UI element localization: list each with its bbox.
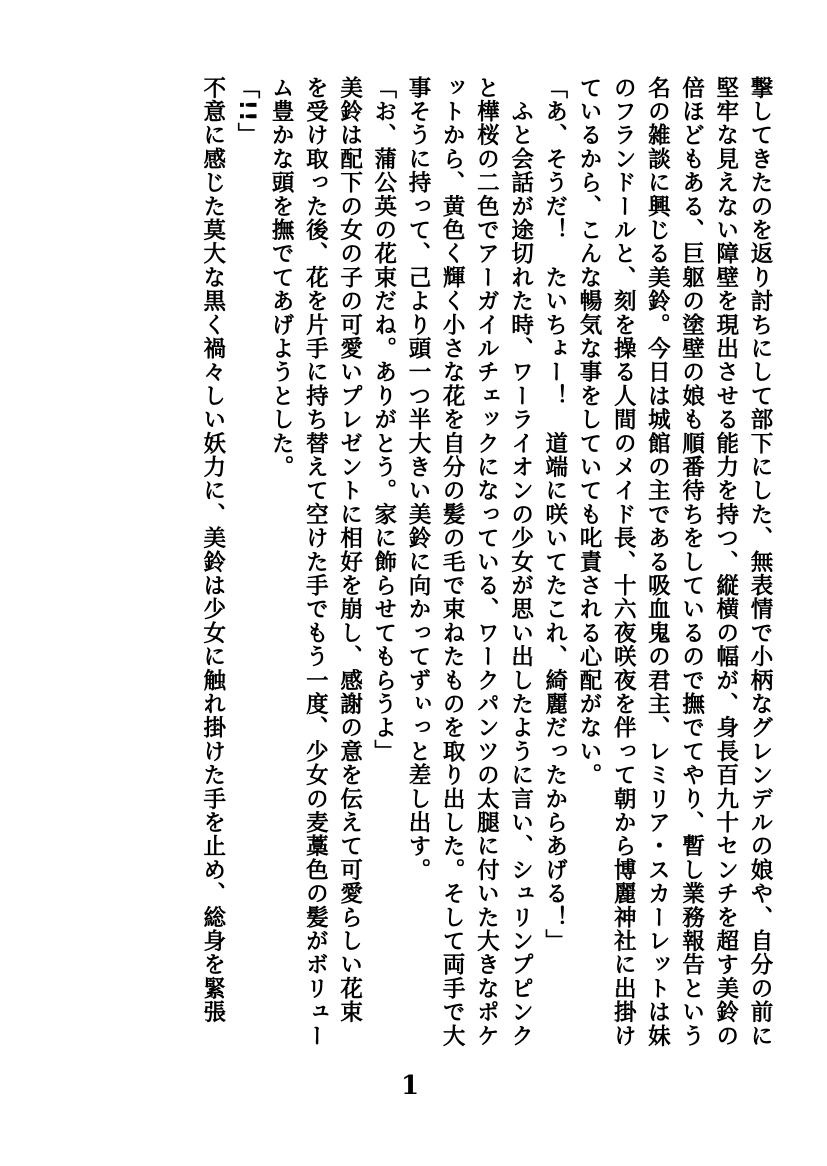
text-line: 名の雑談に興じる美鈴。今日は城館の主である吸血鬼の君主、レミリア・スカーレットは妹 [644,76,671,1048]
text-line: を受け取った後、花を片手に持ち替えて空けた手でもう一度、少女の麦藁色の髪がボリュー [302,76,329,1048]
text-line: ているから、こんな暢気な事をしていても叱責される心配がない。 [575,76,602,787]
text-line: 撃してきたのを返り討ちにして部下にした、無表情で小柄なグレンデルの娘や、自分の前に [747,76,773,1048]
text-line: 不意に感じた莫大な黒く禍々しい妖力に、美鈴は少女に触れ掛けた手を止め、総身を緊張 [199,76,226,1024]
text-line: 「お、蒲公英の花束だね。ありがとう。家に飾らせてもらうよ」 [370,76,397,764]
text-line: 堅牢な見えない障壁を現出させる能力を持つ、縦横の幅が、身長百九十センチを超す美鈴の [712,76,739,1048]
text-line: ふと会話が途切れた時、ワーライオンの少女が思い出したように言い、シュリンプピンク [507,76,534,1048]
text-line: のフランドールと、刻を操る人間のメイド長、十六夜咲夜を伴って朝から博麗神社に出掛け [610,76,637,1048]
text-line: ットから、黄色く輝く小さな花を自分の髪の毛で束ねたものを取り出した。そして両手で大 [439,76,466,1048]
text-line: と樺桜の二色でアーガイルチェックになっている、ワークパンツの太腿に付いた大きなポケ [473,76,500,1048]
text-line: 事そうに持って、己より頭一つ半大きい美鈴に向かってずぃっと差し出す。 [404,76,431,882]
text-line: 美鈴は配下の女の子の可愛いプレゼントに相好を崩し、感謝の意を伝えて可愛らしい花束 [336,76,363,1024]
text-line: 「!!」 [233,76,260,147]
text-line: ム豊かな頭を撫でてあげようとした。 [268,76,295,479]
text-line: 「あ、そうだ！ たいちょー！ 道端に咲いてたこれ、綺麗だったからあげる！」 [541,76,568,953]
page-number: 1 [401,1071,420,1101]
text-line: 倍ほどもある、巨躯の塗壁の娘も順番待ちをしているので撫でてやり、暫し業務報告という [678,76,705,1048]
vertical-text-body [47,76,777,1106]
